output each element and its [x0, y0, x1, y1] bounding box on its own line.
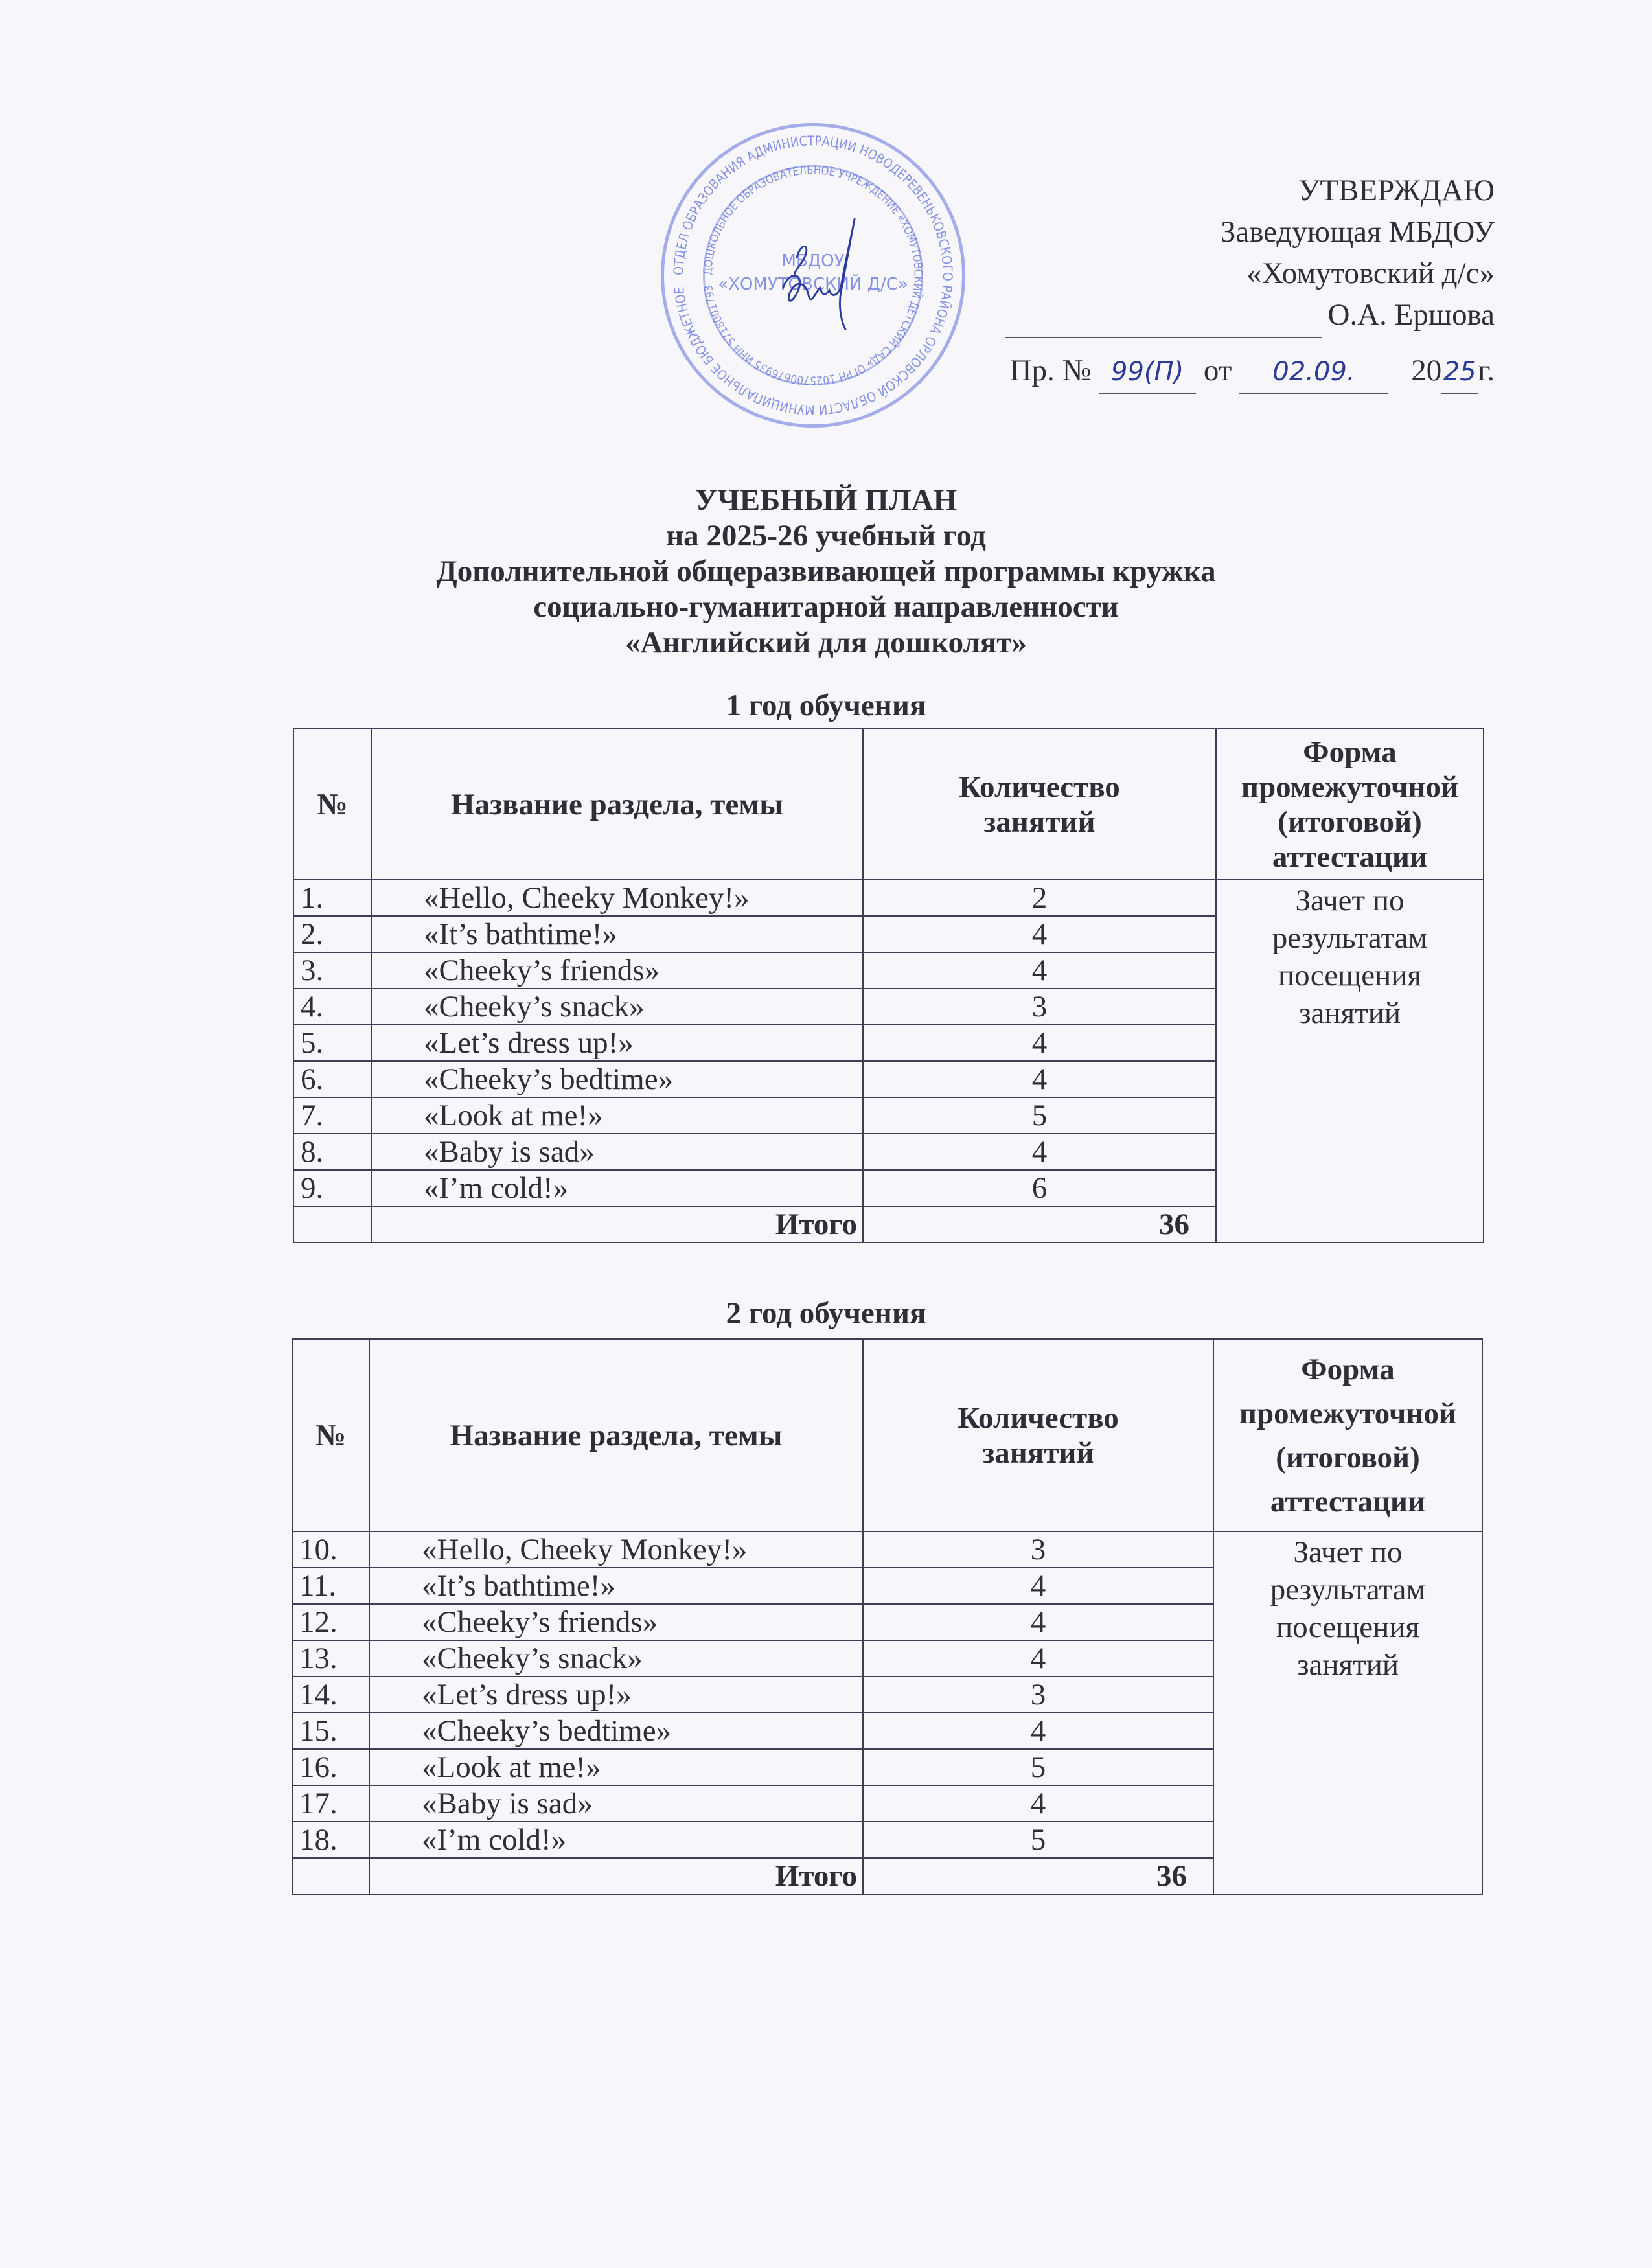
row-number: 17. [292, 1785, 369, 1822]
row-topic: «Let’s dress up!» [371, 1025, 863, 1061]
row-count: 5 [863, 1097, 1216, 1134]
row-number: 9. [293, 1170, 371, 1206]
stamp-center-line1: МБДОУ [781, 251, 845, 271]
approval-heading: УТВЕРЖДАЮ [1298, 174, 1495, 207]
row-number: 6. [293, 1061, 371, 1097]
row-topic: «Hello, Cheeky Monkey!» [371, 880, 863, 916]
row-number: 12. [292, 1604, 369, 1640]
header-count-line1: Количество [959, 770, 1120, 804]
header-topic: Название раздела, темы [371, 729, 863, 880]
row-number: 5. [293, 1025, 371, 1061]
order-prefix: Пр. № [1009, 354, 1092, 387]
row-count: 4 [863, 1604, 1213, 1640]
row-count: 4 [863, 1134, 1216, 1170]
row-number: 7. [293, 1097, 371, 1134]
row-topic: «I’m cold!» [371, 1170, 863, 1206]
header-form [1213, 1339, 1482, 1531]
approval-signatory: О.А. Ершова [1327, 298, 1495, 332]
attestation-line: результатам [1270, 1573, 1426, 1607]
table-header-row [293, 729, 1484, 880]
stamp-inner-text: ДОШКОЛЬНОЕ ОБРАЗОВАТЕЛЬНОЕ УЧРЕЖДЕНИЕ «ХОМУТОВСКИЙ ДЕТСКИЙ САД» ОГРН 1025700676935 ИНН 5718001793 [702, 164, 924, 387]
header-number: № [292, 1339, 369, 1531]
row-number: 18. [292, 1822, 369, 1858]
total-empty-cell [293, 1206, 371, 1243]
row-count: 5 [863, 1822, 1213, 1858]
approval-organization: «Хомутовский д/с» [1246, 257, 1495, 290]
total-value: 36 [863, 1858, 1213, 1894]
row-topic: «Let’s dress up!» [369, 1677, 863, 1713]
row-topic: «Cheeky’s bedtime» [371, 1061, 863, 1097]
table-row [292, 1531, 1482, 1568]
plan-table-year-2 [292, 1338, 1483, 1895]
year-1-title: 1 год обучения [726, 689, 926, 722]
row-count: 3 [863, 1531, 1213, 1568]
table-row [293, 880, 1484, 916]
row-count: 3 [863, 989, 1216, 1025]
row-count: 4 [863, 1061, 1216, 1097]
row-topic: «Cheeky’s snack» [369, 1640, 863, 1677]
header-form [1216, 729, 1484, 880]
row-count: 2 [863, 880, 1216, 916]
row-count: 4 [863, 916, 1216, 952]
header-form-line3: (итоговой) [1278, 805, 1422, 839]
stamp-outer-text: ОТДЕЛ ОБРАЗОВАНИЯ АДМИНИСТРАЦИИ НОВОДЕРЕВЕНЬКОВСКОГО РАЙОНА ОРЛОВСКОЙ ОБЛАСТИ МУНИЦИПАЛЬНОЕ БЮДЖЕТНОЕ [671, 133, 956, 418]
document-title-block [0, 483, 1652, 661]
attestation-line: занятий [1298, 996, 1401, 1030]
row-topic: «Cheeky’s friends» [371, 952, 863, 989]
row-topic: «It’s bathtime!» [371, 916, 863, 952]
total-value: 36 [863, 1206, 1216, 1243]
order-date-prefix: от [1203, 354, 1232, 387]
order-date: 02.09. [1239, 351, 1388, 394]
row-count: 4 [863, 1025, 1216, 1061]
row-count: 3 [863, 1677, 1213, 1713]
document-subtitle: на 2025-26 учебный год [666, 519, 986, 553]
row-topic: «Hello, Cheeky Monkey!» [369, 1531, 863, 1568]
row-topic: «I’m cold!» [369, 1822, 863, 1858]
row-number: 10. [292, 1531, 369, 1568]
signature-line [1005, 337, 1322, 338]
row-number: 16. [292, 1749, 369, 1785]
order-number: 99(П) [1099, 351, 1196, 394]
header-form-line4: аттестации [1272, 840, 1428, 874]
header-count [863, 729, 1216, 880]
attestation-line: посещения [1278, 959, 1422, 992]
total-label: Итого [371, 1206, 863, 1243]
attestation-line: Зачет по [1293, 1535, 1403, 1569]
table-header-row [292, 1339, 1482, 1531]
row-topic: «Baby is sad» [369, 1785, 863, 1822]
row-topic: «Look at me!» [369, 1749, 863, 1785]
row-number: 11. [292, 1568, 369, 1604]
row-number: 14. [292, 1677, 369, 1713]
row-count: 4 [863, 1713, 1213, 1749]
header-form-line3: (итоговой) [1276, 1440, 1420, 1474]
row-topic: «Cheeky’s friends» [369, 1604, 863, 1640]
row-topic: «Cheeky’s bedtime» [369, 1713, 863, 1749]
header-form-line4: аттестации [1270, 1484, 1426, 1518]
row-count: 4 [863, 1785, 1213, 1822]
attestation-line: занятий [1296, 1648, 1399, 1682]
row-number: 8. [293, 1134, 371, 1170]
row-topic: «Baby is sad» [371, 1134, 863, 1170]
document-title: УЧЕБНЫЙ ПЛАН [694, 483, 958, 517]
attestation-line: Зачет по [1295, 884, 1405, 917]
attestation-line: результатам [1272, 921, 1428, 955]
attestation-form-cell [1213, 1531, 1482, 1894]
stamp-center-line2: «ХОМУТОВСКИЙ Д/С» [718, 275, 908, 294]
header-count-line2: занятий [982, 1436, 1094, 1470]
program-line-1: Дополнительной общеразвивающей программы кружка [436, 555, 1216, 588]
row-number: 2. [293, 916, 371, 952]
row-count: 5 [863, 1749, 1213, 1785]
row-count: 4 [863, 1640, 1213, 1677]
order-line [1010, 350, 1495, 394]
header-count-line1: Количество [958, 1401, 1119, 1435]
row-topic: «Look at me!» [371, 1097, 863, 1134]
total-label: Итого [369, 1858, 863, 1894]
approval-block [1221, 170, 1495, 336]
row-topic: «It’s bathtime!» [369, 1568, 863, 1604]
header-form-line2: промежуточной [1241, 770, 1459, 804]
year-2-title: 2 год обучения [726, 1296, 926, 1330]
header-form-line1: Форма [1301, 1352, 1395, 1386]
row-number: 13. [292, 1640, 369, 1677]
row-number: 1. [293, 880, 371, 916]
attestation-line: посещения [1276, 1610, 1420, 1644]
year-unit: г. [1478, 354, 1495, 387]
header-form-line2: промежуточной [1239, 1396, 1457, 1430]
year-suffix: 25 [1441, 351, 1478, 394]
handwritten-signature [764, 214, 894, 343]
program-name: «Английский для дошколят» [625, 626, 1027, 659]
approval-position: Заведующая МБДОУ [1220, 215, 1495, 249]
attestation-form-cell [1216, 880, 1484, 1243]
year-prefix: 20 [1411, 354, 1442, 387]
total-empty-cell [292, 1858, 369, 1894]
header-number: № [293, 729, 371, 880]
row-number: 15. [292, 1713, 369, 1749]
row-number: 3. [293, 952, 371, 989]
row-count: 6 [863, 1170, 1216, 1206]
header-form-line1: Форма [1303, 735, 1397, 769]
row-count: 4 [863, 1568, 1213, 1604]
header-topic: Название раздела, темы [369, 1339, 863, 1531]
header-count-line2: занятий [983, 805, 1096, 839]
row-topic: «Cheeky’s snack» [371, 989, 863, 1025]
program-line-2: социально-гуманитарной направленности [533, 590, 1119, 624]
header-count [863, 1339, 1213, 1531]
plan-table-year-1 [293, 728, 1484, 1243]
row-count: 4 [863, 952, 1216, 989]
row-number: 4. [293, 989, 371, 1025]
